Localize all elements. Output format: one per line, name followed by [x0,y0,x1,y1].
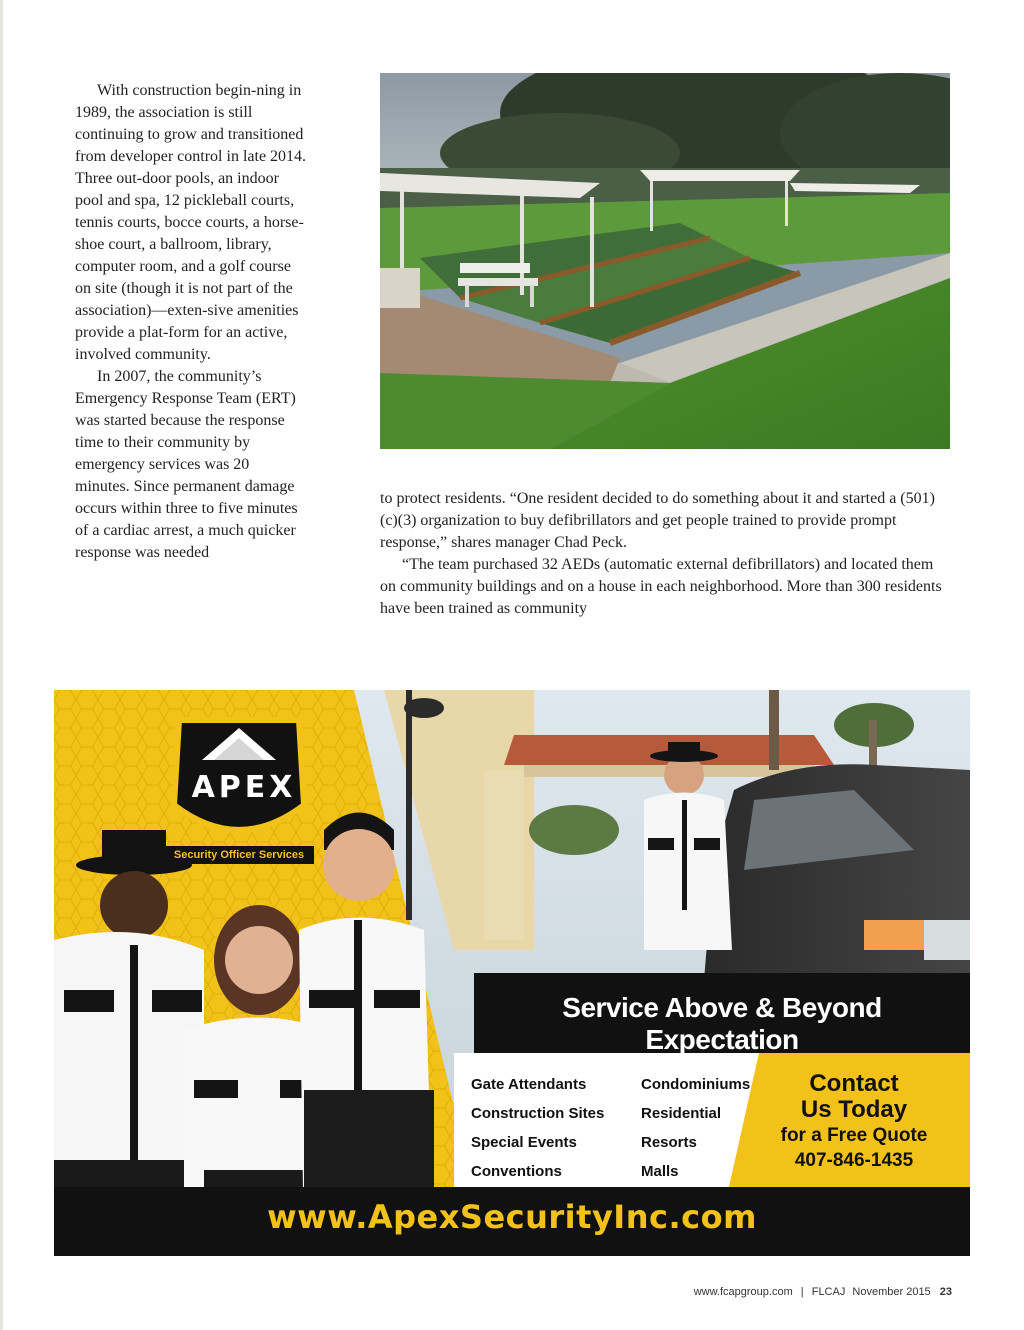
contact-phone[interactable]: 407-846-1435 [794,1150,914,1171]
footer-site: www.fcapgroup.com [693,1286,793,1298]
apex-brand-text: APEX [191,770,297,805]
article-paragraph: “The team purchased 32 AEDs (automatic external defibrillators) and located them on community buildings and on a house in each neighborhood. More than 300 residents have been trained as community [380,556,942,617]
page-number: 23 [939,1286,952,1298]
page-footer [694,1286,952,1298]
service-item: Resorts [641,1134,697,1151]
article-paragraph: In 2007, the community’s Emergency Response Team (ERT) was started because the response time to their community by emergency services was 20 minutes. Since permanent damage occurs within three to five minutes of a cardiac arrest, a much quicker response was needed [75,368,298,561]
service-item: Malls [641,1163,679,1180]
service-item: Conventions [471,1163,562,1180]
apex-brand-subtitle: Security Officer Services [173,849,305,861]
article-paragraph: to protect residents. “One resident decided to do something about it and started a (501)(c)(3) organization to buy defibrillators and get people trained to provide prompt response,” shares manager Chad Peck. [380,490,935,551]
article-left-column [75,80,307,564]
ad-tagline: Service Above & Beyond Expectation [562,992,882,1055]
ad-website-link[interactable]: www.ApexSecurityInc.com [267,1198,757,1236]
service-item: Special Events [471,1134,577,1151]
footer-publication: FLCAJ [811,1286,846,1298]
services-list-1 [471,1070,641,1186]
apex-logo [174,770,314,805]
service-item: Gate Attendants [471,1076,587,1093]
page-edge-strip [0,0,3,1330]
footer-issue: November 2015 [852,1286,931,1298]
article-right-column [380,488,950,620]
service-item: Construction Sites [471,1105,605,1122]
apex-security-ad[interactable] [54,690,970,1256]
bocce-courts-photo [380,73,950,449]
contact-line: for a Free Quote [780,1125,928,1146]
service-item: Condominiums [641,1076,751,1093]
article-paragraph: With construction begin-ning in 1989, the association is still continuing to grow and transitioned from developer control in late 2014. Three out-door pools, an indoor pool and spa, 12 pickleball courts, tennis courts, bocce courts, a horse-shoe court, a ballroom, library, computer room, and a golf course on site (though it is not part of the association)—exten-sive amenities provide a plat-form for an active, involved community. [75,82,307,363]
service-item: Residential [641,1105,722,1122]
contact-line: Contact [809,1070,899,1097]
services-list-2 [641,1070,761,1186]
contact-line: Us Today [800,1096,908,1123]
footer-separator: | [800,1286,804,1298]
contact-block[interactable] [754,1071,954,1173]
